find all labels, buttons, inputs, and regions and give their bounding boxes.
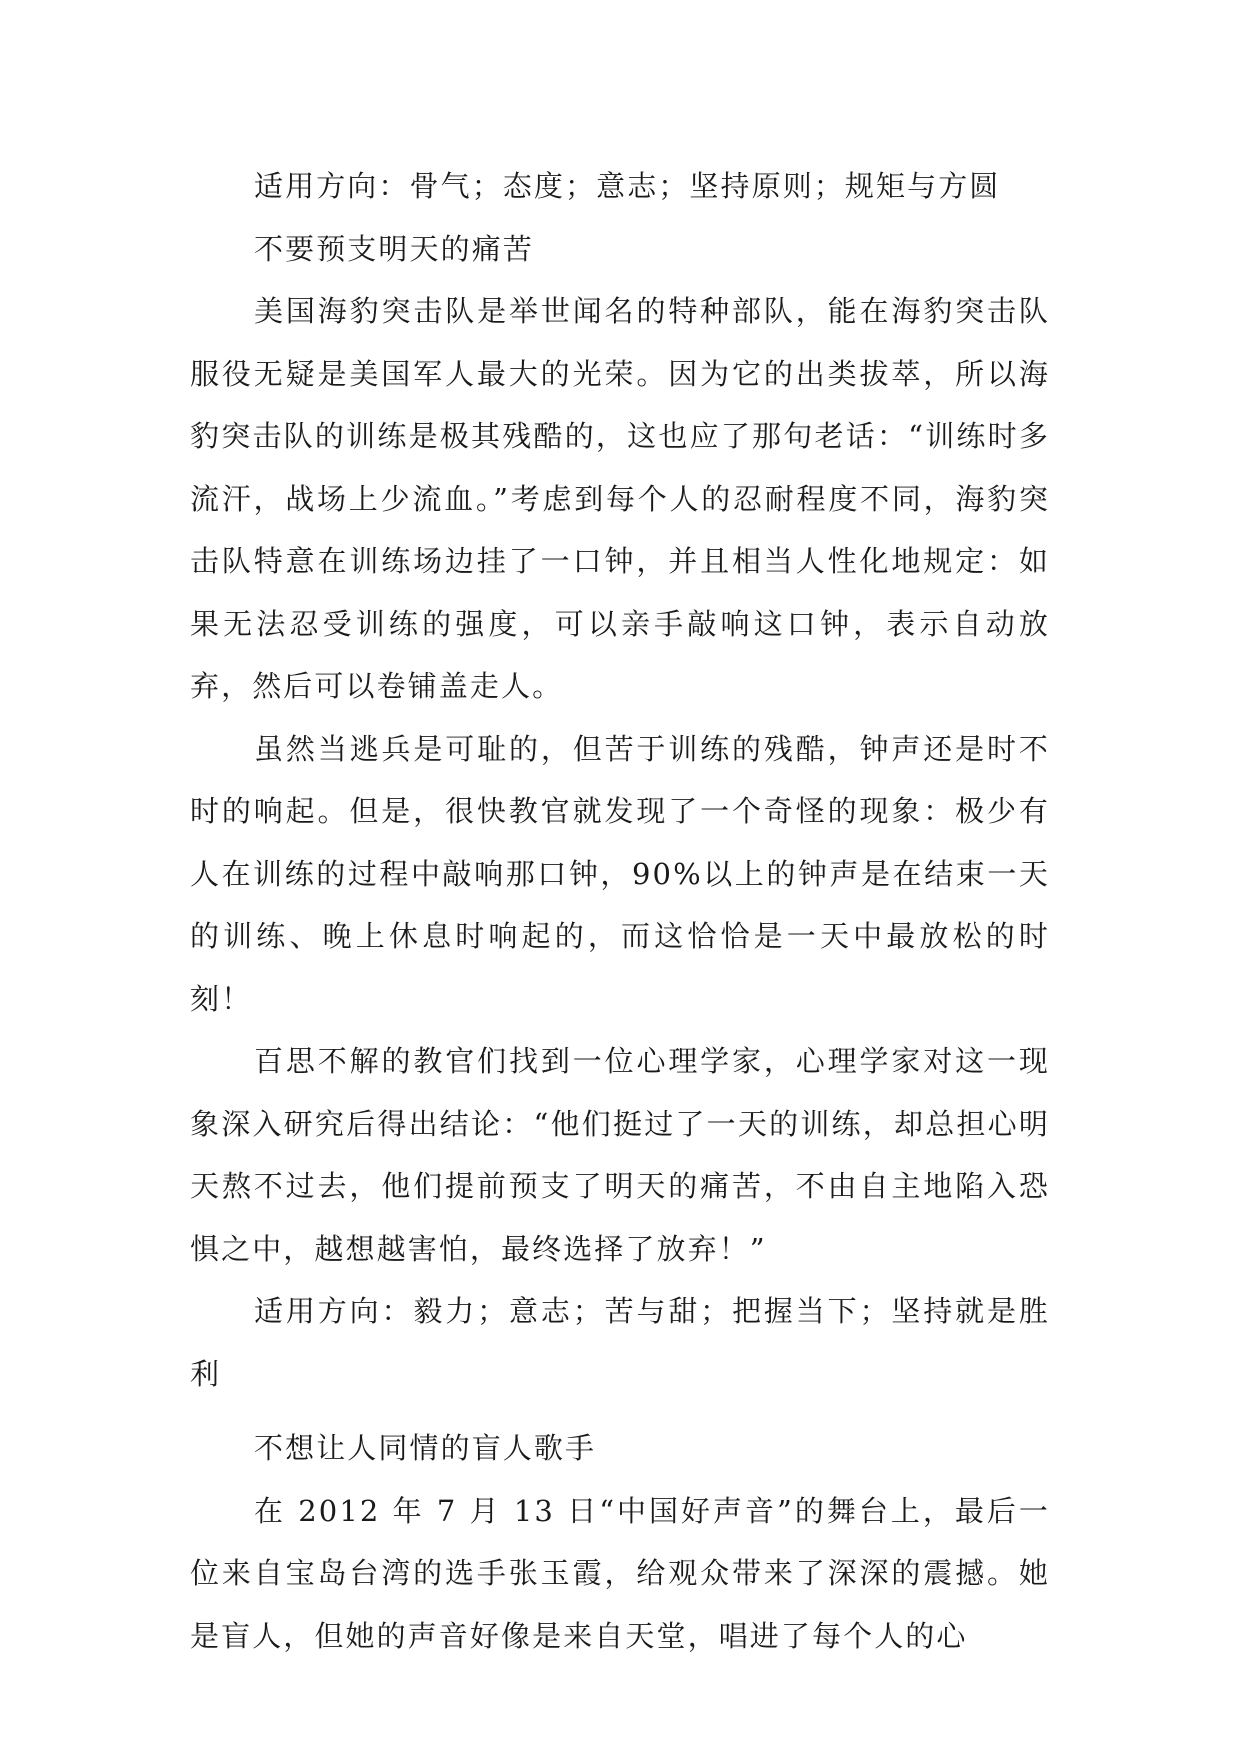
paragraph-applicable-direction-2: 适用方向：毅力；意志；苦与甜；把握当下；坚持就是胜利 <box>190 1294 1050 1391</box>
paragraph-story-2-part-1: 在 2012 年 7 月 13 日“中国好声音”的舞台上，最后一位来自宝岛台湾的选手张玉霞，给观众带来了深深的震撼。她是盲人，但她的声音好像是来自天堂，唱进了每个人的心 <box>190 1493 1050 1653</box>
paragraph-story-1-part-1: 美国海豹突击队是举世闻名的特种部队，能在海豹突击队服役无疑是美国军人最大的光荣。因为它的出类拔萃，所以海豹突击队的训练是极其残酷的，这也应了那句老话：“训练时多流汗，战场上少流血。”考虑到每个人的忍耐程度不同，海豹突击队特意在训练场边挂了一口钟，并且相当人性化地规定：如果无法忍受训练的强度，可以亲手敲响这口钟，表示自动放弃，然后可以卷铺盖走人。 <box>190 294 1050 703</box>
heading-story-1: 不要预支明天的痛苦 <box>254 231 534 266</box>
document-body <box>190 155 1050 1667</box>
paragraph-applicable-direction-1: 适用方向：骨气；态度；意志；坚持原则；规矩与方圆 <box>254 169 1001 203</box>
paragraph-story-1-part-2: 虽然当逃兵是可耻的，但苦于训练的残酷，钟声还是时不时的响起。但是，很快教官就发现了一个奇怪的现象：极少有人在训练的过程中敲响那口钟，90%以上的钟声是在结束一天的训练、晚上休息时响起的，而这恰恰是一天中最放松的时刻！ <box>190 731 1050 1016</box>
heading-story-2: 不想让人同情的盲人歌手 <box>254 1431 597 1465</box>
paragraph-story-1-part-3: 百思不解的教官们找到一位心理学家，心理学家对这一现象深入研究后得出结论：“他们挺过了一天的训练，却总担心明天熬不过去，他们提前预支了明天的痛苦，不由自主地陷入恐惧之中，越想越害怕，最终选择了放弃！” <box>190 1044 1050 1266</box>
